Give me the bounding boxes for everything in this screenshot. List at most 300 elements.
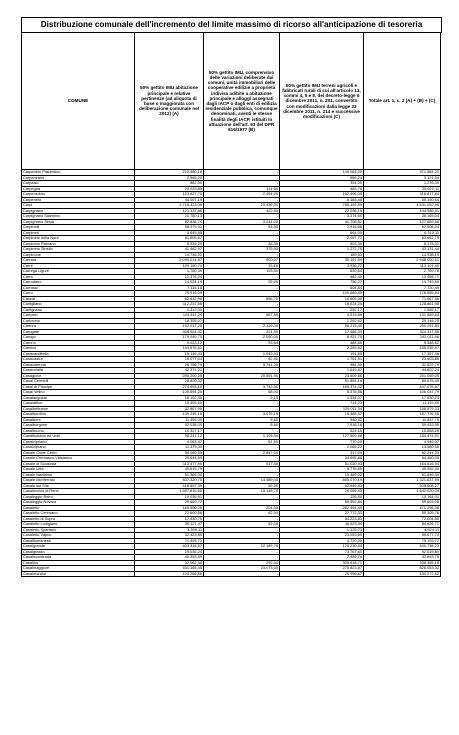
cell-total: 50.305,76: [364, 511, 441, 517]
cell-col-b: 81,50: [204, 439, 280, 445]
cell-col-c: 1.649,87: [280, 368, 364, 374]
cell-col-a: 39.121,47: [135, 522, 204, 528]
cell-col-c: 483,76: [280, 186, 364, 192]
cell-col-c: 305.618,71: [280, 560, 364, 566]
cell-col-b: 2,13: [204, 395, 280, 401]
cell-col-c: 8.776,65: [280, 467, 364, 473]
cell-comune: Casale Marittimo: [22, 472, 135, 478]
cell-col-b: -: [204, 181, 280, 187]
cell-col-a: 179.049,70: [135, 335, 204, 341]
cell-comune: Casacanditella: [22, 351, 135, 357]
header-row: [22, 33, 441, 170]
cell-comune: Carsoli: [22, 296, 135, 302]
cell-col-c: 603,30: [280, 241, 364, 247]
cell-total: 826.053,32: [364, 566, 441, 572]
cell-comune: Casacatenda: [22, 362, 135, 368]
cell-comune: Casaletto Lodigiano: [22, 522, 135, 528]
cell-col-c: 41.708,82: [280, 219, 364, 225]
cell-col-c: 556,24: [280, 175, 364, 181]
cell-col-b: 900,07: [204, 258, 280, 264]
cell-col-a: 153.676,61: [135, 346, 204, 352]
cell-col-b: -: [204, 214, 280, 220]
cell-col-b: -: [204, 549, 280, 555]
cell-col-c: 73.767,60: [280, 549, 364, 555]
cell-total: 131.689,84: [364, 313, 441, 319]
cell-col-b: -: [204, 285, 280, 291]
cell-col-b: -: [204, 175, 280, 181]
cell-col-c: 2.065,22: [280, 445, 364, 451]
cell-col-c: 984,50: [280, 362, 364, 368]
cell-col-b: 15.148,70: [204, 489, 280, 495]
cell-col-b: -: [204, 274, 280, 280]
cell-col-c: 126,50: [280, 494, 364, 500]
cell-total: 1.642.020,09: [364, 489, 441, 495]
cell-comune: Casal Cermelli: [22, 379, 135, 385]
cell-col-a: 29.644,59: [135, 456, 204, 462]
cell-total: 127.689,56: [364, 219, 441, 225]
cell-comune: Casalecchio di Reno: [22, 489, 135, 495]
cell-total: 63.662,79: [364, 236, 441, 242]
cell-col-c: 54.223,83: [280, 516, 364, 522]
cell-total: 4.524,11: [364, 527, 441, 533]
cell-col-b: 517,50: [204, 461, 280, 467]
cell-col-a: 5.539,20: [135, 241, 204, 247]
cell-total: 155.935,97: [364, 346, 441, 352]
cell-total: 84.626,71: [364, 522, 441, 528]
cell-col-a: 22.600,56: [135, 511, 204, 517]
cell-col-b: -: [204, 230, 280, 236]
cell-col-a: 19.035,24: [135, 549, 204, 555]
cell-total: 42.893,75: [364, 555, 441, 561]
cell-col-a: 113.477,95: [135, 461, 204, 467]
cell-total: 1.276,00: [364, 181, 441, 187]
cell-col-b: 5,60: [204, 417, 280, 423]
cell-col-b: 29.436,30: [204, 203, 280, 209]
cell-col-a: 14.024,19: [135, 280, 204, 286]
cell-col-b: -: [204, 445, 280, 451]
cell-col-c: 17.468,34: [280, 329, 364, 335]
cell-col-b: 25,00: [204, 280, 280, 286]
cell-col-a: 59.060,35: [135, 450, 204, 456]
cell-col-c: 127.509,68: [280, 434, 364, 440]
cell-col-c: 27.772,33: [280, 511, 364, 517]
cell-comune: Casalgrande: [22, 544, 135, 550]
cell-col-a: 222.480,18: [135, 170, 204, 176]
cell-col-a: 882,00: [135, 181, 204, 187]
cell-total: 7.720,49: [364, 285, 441, 291]
cell-comune: Carpanzano: [22, 175, 135, 181]
cell-comune: Casaletto Ceredano: [22, 511, 135, 517]
cell-total: 113.101,40: [364, 263, 441, 269]
cell-col-a: 42.371,21: [135, 368, 204, 374]
cell-total: 134.272,62: [364, 571, 441, 577]
cell-comune: Casalincontrada: [22, 555, 135, 561]
cell-total: 20.622,11: [364, 186, 441, 192]
cell-col-a: 3.399,11: [135, 527, 204, 533]
cell-total: 31.822,79: [364, 362, 441, 368]
cell-col-a: 40.615,79: [135, 467, 204, 473]
cell-col-b: 2.126,00: [204, 324, 280, 330]
cell-total: 144.586,41: [364, 208, 441, 214]
cell-col-b: 20.591,90: [204, 373, 280, 379]
cell-col-a: 75.916,09: [135, 291, 204, 297]
cell-comune: Carrù: [22, 291, 135, 297]
cell-comune: Casalbeltrame: [22, 406, 135, 412]
cell-total: 11.119,49: [364, 401, 441, 407]
cell-total: 10.858,26: [364, 428, 441, 434]
cell-comune: Cartosio: [22, 313, 135, 319]
cell-comune: Carpignano Salentino: [22, 214, 135, 220]
cell-comune: Carrodano: [22, 280, 135, 286]
cell-col-b: 12.189,78: [204, 544, 280, 550]
cell-col-a: 44.007,19: [135, 197, 204, 203]
cell-col-a: 531.165,45: [135, 566, 204, 572]
cell-col-c: 10.469,02: [280, 472, 364, 478]
cell-total: 184.474,51: [364, 434, 441, 440]
cell-col-c: 940,32: [280, 417, 364, 423]
cell-col-a: 1.760,39: [135, 269, 204, 275]
cell-col-b: -: [204, 252, 280, 258]
cell-col-a: 10.036,91: [135, 494, 204, 500]
cell-col-a: 10.405,50: [135, 401, 204, 407]
cell-col-c: 3.374,50: [280, 214, 364, 220]
cell-total: 540.738,23: [364, 544, 441, 550]
cell-col-a: 71.493,72: [135, 538, 204, 544]
cell-col-b: 687,59: [204, 313, 280, 319]
cell-total: 92.015,80: [364, 549, 441, 555]
cell-total: 10.164,01: [364, 494, 441, 500]
cell-col-b: -: [204, 516, 280, 522]
cell-comune: Carpegna: [22, 186, 135, 192]
cell-col-b: -: [204, 401, 280, 407]
cell-col-c: 524,15: [280, 428, 364, 434]
cell-col-a: 20.023,85: [135, 186, 204, 192]
cell-col-c: 756,27: [280, 280, 364, 286]
cell-col-b: -: [204, 236, 280, 242]
cell-total: 164.816,94: [364, 461, 441, 467]
cell-total: 251.059,05: [364, 373, 441, 379]
cell-total: 9.548,62: [364, 340, 441, 346]
cell-col-a: 2.099.014,87: [135, 258, 204, 264]
header-col-c: 50% gettito IMU terreni agricoli e fabbricati rurali di cui all'articolo 13, commi 4, 5 e 8, del decreto-legge 6 dicembre 2011, n. 201, convertito con modificazioni dalla legge 22 dicembre 2011, n. 214 e successive modificazioni (C): [280, 33, 364, 170]
cell-col-b: -: [204, 527, 280, 533]
cell-col-c: 1.272,75: [280, 247, 364, 253]
cell-col-c: 770,00: [280, 439, 364, 445]
cell-col-b: -: [204, 197, 280, 203]
cell-col-c: 100.669,45: [280, 291, 364, 297]
cell-col-c: 714,23: [280, 401, 364, 407]
cell-col-a: 306.024,02: [135, 329, 204, 335]
cell-col-c: 69.952,84: [280, 500, 364, 506]
cell-col-c: 35.191,59: [280, 258, 364, 264]
cell-comune: Carpineto Sinello: [22, 247, 135, 253]
cell-col-c: 1.761,91: [280, 357, 364, 363]
cell-comune: Casale sul Sile: [22, 483, 135, 489]
cell-total: 4.946,07: [364, 439, 441, 445]
cell-col-c: 16.624,25: [280, 302, 364, 308]
cell-col-a: 112.237,56: [135, 302, 204, 308]
cell-total: 4.531.052,96: [364, 203, 441, 209]
cell-col-b: 59,50: [204, 483, 280, 489]
cell-comune: Carugate: [22, 329, 135, 335]
cell-col-b: 3.742,50: [204, 384, 280, 390]
cell-col-a: 109.150,74: [135, 263, 204, 269]
cell-total: 61.846,39: [364, 472, 441, 478]
cell-total: 17.357,46: [364, 351, 441, 357]
cell-col-a: 32.062,36: [135, 560, 204, 566]
cell-col-b: -: [204, 533, 280, 539]
cell-comune: Carrara: [22, 258, 135, 264]
cell-total: 14.749,89: [364, 280, 441, 286]
cell-col-c: 51.020,93: [280, 461, 364, 467]
cell-col-a: 14.746,92: [135, 252, 204, 258]
cell-col-b: 14.489,00: [204, 478, 280, 484]
cell-col-c: 46.523,34: [280, 522, 364, 528]
cell-comune: Carpineto della Nora: [22, 236, 135, 242]
cell-col-c: 56.215,40: [280, 324, 364, 330]
cell-comune: Carpinone: [22, 252, 135, 258]
cell-col-b: 204,00: [204, 505, 280, 511]
cell-col-b: -: [204, 456, 280, 462]
cell-comune: Casale Litta: [22, 467, 135, 473]
cell-col-a: 29.659,72: [135, 500, 204, 506]
cell-total: 50.190,64: [364, 197, 441, 203]
cell-col-c: 6.183,46: [280, 197, 364, 203]
cell-col-b: 556,70: [204, 296, 280, 302]
cell-col-a: 11.459,00: [135, 417, 204, 423]
cell-comune: Casaletto Spartano: [22, 527, 135, 533]
cell-total: 324.317,98: [364, 329, 441, 335]
cell-col-c: 484,65: [280, 340, 364, 346]
cell-comune: Carrè: [22, 263, 135, 269]
cell-col-b: 292,00: [204, 560, 280, 566]
cell-col-a: 52.038,09: [135, 423, 204, 429]
cell-col-a: 12.376,24: [135, 274, 204, 280]
cell-col-c: 2.259,62: [280, 346, 364, 352]
cell-col-b: -: [204, 555, 280, 561]
cell-comune: Casalfiumanese: [22, 538, 135, 544]
cell-comune: Casale di Scodosia: [22, 461, 135, 467]
cell-col-b: -: [204, 368, 280, 374]
cell-comune: Caruno: [22, 340, 135, 346]
cell-col-a: 18.355,07: [135, 318, 204, 324]
cell-col-a: 58.975,31: [135, 225, 204, 231]
cell-col-a: 290.200,25: [135, 373, 204, 379]
cell-col-a: 7.115,18: [135, 285, 204, 291]
cell-col-b: -: [204, 467, 280, 473]
cell-col-c: 3.720,00: [280, 538, 364, 544]
cell-total: 318.817,84: [364, 192, 441, 198]
cell-col-a: 16.192,45: [135, 395, 204, 401]
cell-col-c: 10.605,95: [280, 296, 364, 302]
cell-comune: Carpignano Sesia: [22, 219, 135, 225]
cell-comune: Carrega Ligure: [22, 269, 135, 275]
cell-total: 25.165,04: [364, 214, 441, 220]
cell-col-b: 62,50: [204, 357, 280, 363]
cell-comune: Casalborgone: [22, 423, 135, 429]
cell-comune: Casaccialla: [22, 368, 135, 374]
cell-total: 75.193,72: [364, 538, 441, 544]
cell-col-b: 193,50: [204, 269, 280, 275]
cell-col-b: -: [204, 318, 280, 324]
cell-comune: Casalbuono: [22, 428, 135, 434]
cell-col-b: -: [204, 346, 280, 352]
cell-col-c: 465.070,19: [280, 478, 364, 484]
cell-col-b: 3.076,15: [204, 412, 280, 418]
cell-col-a: 100.591,25: [135, 390, 204, 396]
cell-comune: Carugo: [22, 335, 135, 341]
cell-col-b: 2.494,00: [204, 192, 280, 198]
cell-total: 72.004,55: [364, 516, 441, 522]
cell-col-b: -: [204, 170, 280, 176]
table-body: [22, 170, 441, 577]
cell-total: 2.769,78: [364, 269, 441, 275]
cell-col-a: 160.590,06: [135, 505, 204, 511]
cell-col-b: 68,00: [204, 390, 280, 396]
cell-total: 20.148,25: [364, 318, 441, 324]
cell-total: 99.603,05: [364, 500, 441, 506]
cell-col-a: 19.077,04: [135, 357, 204, 363]
cell-col-b: 5.741,20: [204, 362, 280, 368]
cell-total: 44.622,24: [364, 368, 441, 374]
cell-total: 250.291,80: [364, 324, 441, 330]
cell-col-c: 162.496,00: [280, 192, 364, 198]
cell-col-b: 82,00: [204, 522, 280, 528]
cell-col-a: 58.241,12: [135, 434, 204, 440]
cell-col-a: 5.645,95: [135, 230, 204, 236]
cell-col-a: 62.612,96: [135, 296, 204, 302]
cell-col-c: 8.921,70: [280, 335, 364, 341]
cell-col-b: 15,10: [204, 263, 280, 269]
cell-col-a: 11.375,30: [135, 445, 204, 451]
cell-col-a: 26.756,79: [135, 362, 204, 368]
cell-comune: Casaletto: [22, 505, 135, 511]
cell-comune: Casale Monferrato: [22, 478, 135, 484]
cell-col-c: 22.036,19: [280, 208, 364, 214]
cell-col-c: 682,40: [280, 274, 364, 280]
cell-col-c: 785.192,50: [280, 203, 364, 209]
cell-col-c: 2.918,66: [280, 225, 364, 231]
cell-comune: Carpenedolo: [22, 192, 135, 198]
cell-col-a: 104.266,56: [135, 571, 204, 577]
cell-col-b: 23.073,00: [204, 566, 280, 572]
cell-comune: Casalmaggiore: [22, 566, 135, 572]
cell-col-c: 1.334,07: [280, 395, 364, 401]
cell-col-b: -: [204, 291, 280, 297]
cell-comune: Carpignano: [22, 208, 135, 214]
cell-col-c: 604,84: [280, 285, 364, 291]
cell-col-a: 40.393,59: [135, 555, 204, 561]
cell-col-c: 7.916,16: [280, 423, 364, 429]
cell-col-c: 252,17: [280, 307, 364, 313]
cell-comune: Carpaneto Piacentino: [22, 170, 135, 176]
cell-comune: Casalciprano: [22, 445, 135, 451]
cell-comune: Carpeneto: [22, 197, 135, 203]
cell-total: 158.879,33: [364, 406, 441, 412]
cell-col-c: 51.854,16: [280, 379, 364, 385]
cell-col-b: 322,80: [204, 208, 280, 214]
cell-total: 49.392,40: [364, 467, 441, 473]
cell-col-c: 149.064,00: [280, 170, 364, 176]
cell-comune: Cartura: [22, 324, 135, 330]
cell-comune: Casaletto Vaprio: [22, 533, 135, 539]
cell-col-b: -: [204, 494, 280, 500]
cell-comune: Casalattico: [22, 401, 135, 407]
cell-col-a: 28.820,32: [135, 379, 204, 385]
cell-total: 59.933,95: [364, 423, 441, 429]
cell-comune: Carvico: [22, 346, 135, 352]
cell-comune: Casalgrasso: [22, 549, 135, 555]
cell-col-c: 125.230,60: [280, 544, 364, 550]
cell-col-a: 32.423,85: [135, 533, 204, 539]
cell-col-a: 82.836,74: [135, 219, 204, 225]
header-col-a: 50% gettito IMU abitazione principale e relative pertinenze (ad aliquota di base o maggiorata con deliberazione comunale nel 2012) (A): [135, 33, 204, 170]
cell-col-a: 3.716.423,06: [135, 203, 204, 209]
cell-col-a: 51.365,00: [135, 472, 204, 478]
cell-total: 17.530,23: [364, 395, 441, 401]
cell-col-b: 6,60: [204, 423, 280, 429]
cell-total: 338.365,18: [364, 560, 441, 566]
cell-col-c: 29.996,67: [280, 571, 364, 577]
cell-col-a: 1.597.816,65: [135, 489, 204, 495]
cell-col-b: 54,80: [204, 225, 280, 231]
cell-total: 55.677,74: [364, 533, 441, 539]
cell-col-c: 275.823,87: [280, 566, 364, 572]
cell-comune: Casalino: [22, 560, 135, 566]
cell-total: 13.058,71: [364, 274, 441, 280]
cell-col-c: 317,09: [280, 450, 364, 456]
cell-total: 157.735,95: [364, 412, 441, 418]
cell-total: 2.948.000,61: [364, 258, 441, 264]
cell-total: 1.565,17: [364, 307, 441, 313]
cell-col-b: -: [204, 428, 280, 434]
cell-col-b: -: [204, 406, 280, 412]
cell-total: 62.244,33: [364, 450, 441, 456]
cell-total: 6.178,01: [364, 241, 441, 247]
cell-col-a: 9.023,12: [135, 340, 204, 346]
cell-total: 3.121,54: [364, 175, 441, 181]
cell-comune: Carrosio: [22, 285, 135, 291]
cell-col-c: 169.374,32: [280, 384, 364, 390]
cell-col-a: 124.411,24: [135, 313, 204, 319]
cell-total: 371.584,21: [364, 170, 441, 176]
cell-total: 71.967,56: [364, 296, 441, 302]
cell-col-a: 403.318,57: [135, 544, 204, 550]
cell-comune: Casal Velino: [22, 390, 135, 396]
cell-total: 43.131,44: [364, 247, 441, 253]
cell-col-c: 1.292,62: [280, 318, 364, 324]
cell-comune: Casalbordino: [22, 412, 135, 418]
cell-comune: Casaleggio Boiro: [22, 494, 135, 500]
cell-comune: Casagiove: [22, 373, 135, 379]
cell-col-a: 4.063,47: [135, 439, 204, 445]
cell-col-c: 394,00: [280, 181, 364, 187]
cell-comune: Cartigliano: [22, 302, 135, 308]
header-comune: COMUNE: [22, 33, 135, 170]
header-col-b: 50% gettito IMU, comprensivo delle variazioni deliberate dai comuni, unità immobiliari delle cooperative edilizie a proprietà indivisa adibite a abitazione principale e alloggi assegnati dagli IACP o dagli enti di edilizia residenziale pubblica, comunque denominati, aventi le stesse finalità degli IACP, istituiti in attuazione dell'art. 93 del DPR 616/1977 (B): [204, 33, 280, 170]
cell-comune: Casaletto di Sopra: [22, 516, 135, 522]
cell-comune: Carpineti: [22, 230, 135, 236]
cell-col-b: 221,90: [204, 329, 280, 335]
cell-col-b: -: [204, 307, 280, 313]
data-table: [21, 32, 441, 577]
cell-total: 11.837,79: [364, 417, 441, 423]
cell-col-a: 139.245,18: [135, 412, 204, 418]
cell-comune: Casacastra: [22, 357, 135, 363]
cell-col-c: 1.125,23: [280, 527, 364, 533]
cell-total: 62.008,04: [364, 225, 441, 231]
cell-comune: Casale Cremasco-Vidolasco: [22, 456, 135, 462]
